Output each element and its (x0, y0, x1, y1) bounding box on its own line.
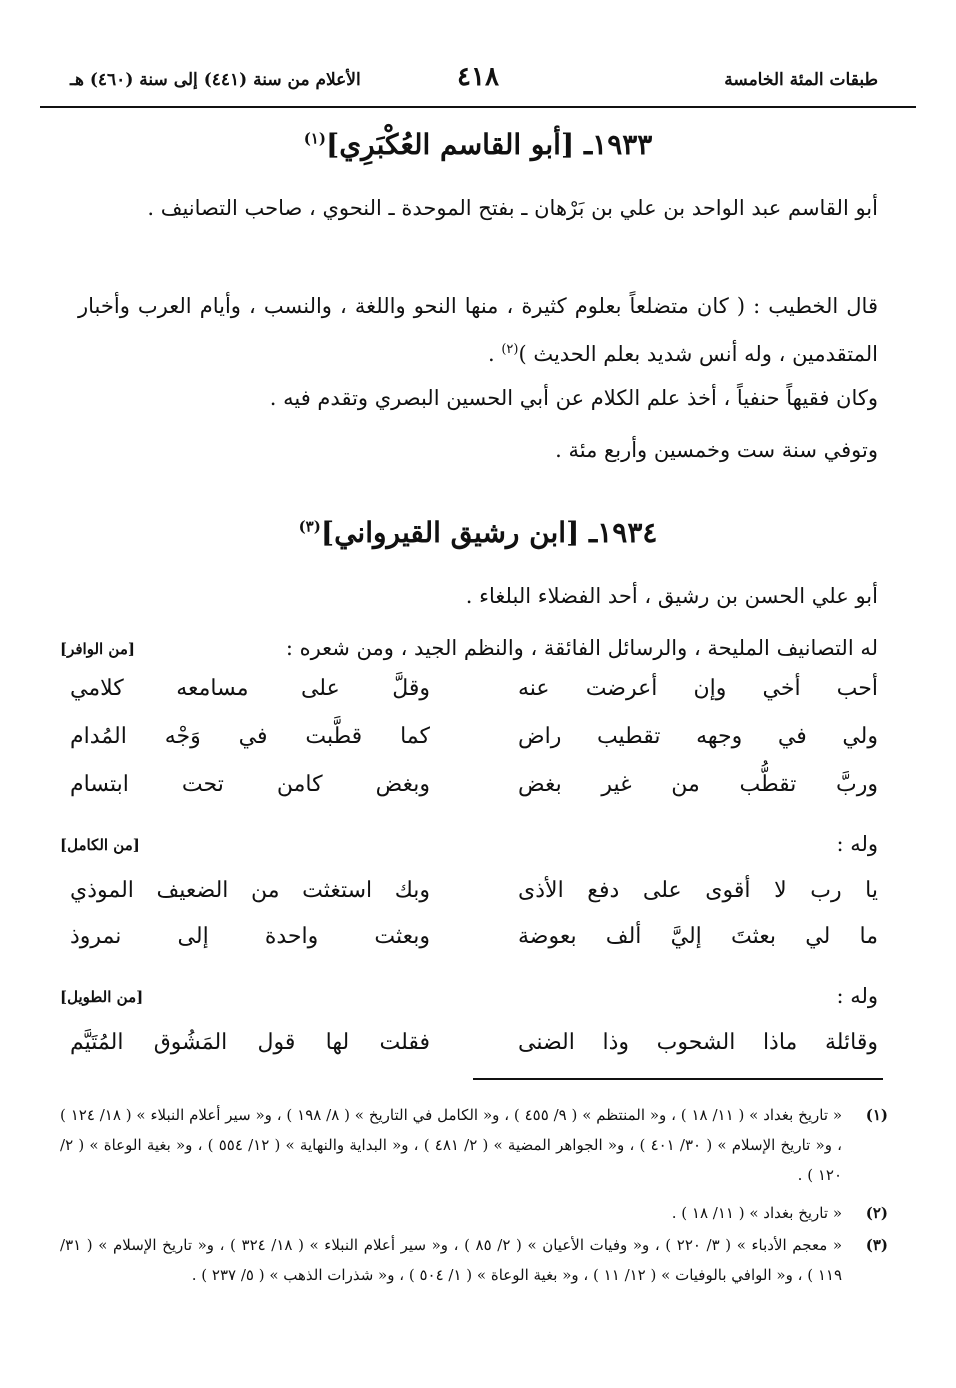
footnote-number: (١) (865, 1106, 888, 1124)
verse-line (70, 1030, 878, 1070)
paragraph: وكان فقيهاً حنفياً ، أخذ علم الكلام عن أبي الحسين البصري وتقدم فيه . (269, 386, 878, 410)
poem-intro: وله : (836, 832, 878, 856)
paragraph: قال الخطيب : ( كان متضلعاً بعلوم كثيرة ، منها النحو واللغة ، والنسب ، وأيام العرب وأخبار المتقدمين ، وله أنس شديد بعلم الحديث )$^{(٢)}$ . (78, 294, 878, 366)
footnote (60, 1198, 916, 1228)
footnote (60, 1230, 916, 1290)
hemistich-second: وبغض كامن تحت ابتسام (70, 772, 430, 797)
verse-line (70, 878, 878, 918)
footnote-ref: (١) (303, 129, 326, 148)
hemistich-first: وربَّ تقطُّب من غير بغض (518, 772, 878, 797)
paragraph: أبو القاسم عبد الواحد بن علي بن بَرْهان ـ بفتح الموحدة ـ النحوي ، صاحب التصانيف . (147, 196, 878, 220)
footnote-ref: (٢) (501, 342, 519, 357)
page-number: ٤١٨ (457, 62, 499, 92)
hemistich-first: ولي في وجهه تقطيب راض (518, 724, 878, 749)
footnote-text: « تاريخ بغداد » ( ١١/ ١٨ ) . (671, 1204, 842, 1222)
hemistich-second: وقلَّ على مسامعه كلامي (70, 676, 430, 701)
footnote-separator (473, 1078, 883, 1080)
entry-title-text: ١٩٣٤ـ [ابن رشيق القيرواني] (320, 516, 658, 549)
verse-line (70, 724, 878, 764)
entry-title-text: ١٩٣٣ـ [أبو القاسم العُكْبَرِي] (325, 128, 653, 161)
hemistich-first: يا رب لا أقوى على دفع الأذى (518, 878, 878, 903)
footnote-text: « تاريخ بغداد » ( ١١/ ١٨ ) ، و« المنتظم » ( ٩/ ٤٥٥ ) ، و« الكامل في التاريخ » ( ٨/ ١٩٨ ) ، و« سير أعلام النبلاء » ( ١٨/ ١٢٤ ) ، و« تاريخ الإسلام » ( ٣٠/ ٤٠١ ) ، و« الجواهر المضية » ( ٢/ ٤٨١ ) ، و« البداية والنهاية » ( ١٢/ ٥٥٤ ) ، و« بغية الوعاة » ( ٢/ ١٢٠ ) . (60, 1106, 843, 1184)
meter-label: [من الكامل] (60, 836, 140, 854)
hemistich-second: كما قطَّبت في وَجْه المُدام (70, 724, 430, 749)
header-book-title: طبقات المئة الخامسة (724, 70, 878, 90)
paragraph: وتوفي سنة ست وخمسين وأربع مئة . (555, 438, 878, 462)
meter-label: [من الطويل] (60, 988, 144, 1006)
paragraph: له التصانيف المليحة ، والرسائل الفائقة ، والنظم الجيد ، ومن شعره : (285, 636, 878, 660)
verse-line (70, 772, 878, 812)
entry-title-1933 (0, 128, 956, 161)
hemistich-first: ما لي بعثتَ إليَّ ألف بعوضة (518, 924, 878, 949)
footnote-text: « معجم الأدباء » ( ٣/ ٢٢٠ ) ، و« وفيات الأعيان » ( ٢/ ٨٥ ) ، و« سير أعلام النبلاء » ( ١٨/ ٣٢٤ ) ، و« تاريخ الإسلام » ( ٣١/ ١١٩ ) ، و« الوافي بالوفيات » ( ١٢/ ١١ ) ، و« بغية الوعاة » ( ١/ ٥٠٤ ) ، و« شذرات الذهب » ( ٥/ ٢٣٧ ) . (60, 1236, 842, 1284)
paragraph: أبو علي الحسن بن رشيق ، أحد الفضلاء البلغاء . (465, 584, 878, 608)
hemistich-first: وقائلة ماذا الشحوب وذا الضنى (518, 1030, 878, 1055)
paragraph-text: قال الخطيب : ( كان متضلعاً بعلوم كثيرة ، منها النحو واللغة ، والنسب ، وأيام العرب وأخبار المتقدمين ، وله أنس شديد بعلم الحديث ) (78, 294, 878, 366)
meter-label: [من الوافر] (60, 640, 135, 658)
footnote-ref: (٣) (298, 517, 321, 536)
verse-line (70, 924, 878, 964)
header-range: الأعلام من سنة (٤٤١) إلى سنة (٤٦٠) هـ (70, 70, 361, 90)
running-header (40, 58, 916, 108)
footnote-number: (٢) (865, 1204, 888, 1222)
verse-line (70, 676, 878, 716)
footnote (60, 1100, 916, 1190)
hemistich-second: وبعثت واحدة إلى نمروذ (70, 924, 430, 949)
hemistich-second: وبك استغثت من الضعيف الموذي (70, 878, 430, 903)
footnote-number: (٣) (865, 1236, 888, 1254)
poem-intro: وله : (836, 984, 878, 1008)
entry-title-1934 (0, 516, 956, 549)
hemistich-second: فقلت لها قول المَشُوق المُتَيَّم (70, 1030, 430, 1055)
hemistich-first: أحب أخي وإن أعرضت عنه (518, 676, 878, 701)
